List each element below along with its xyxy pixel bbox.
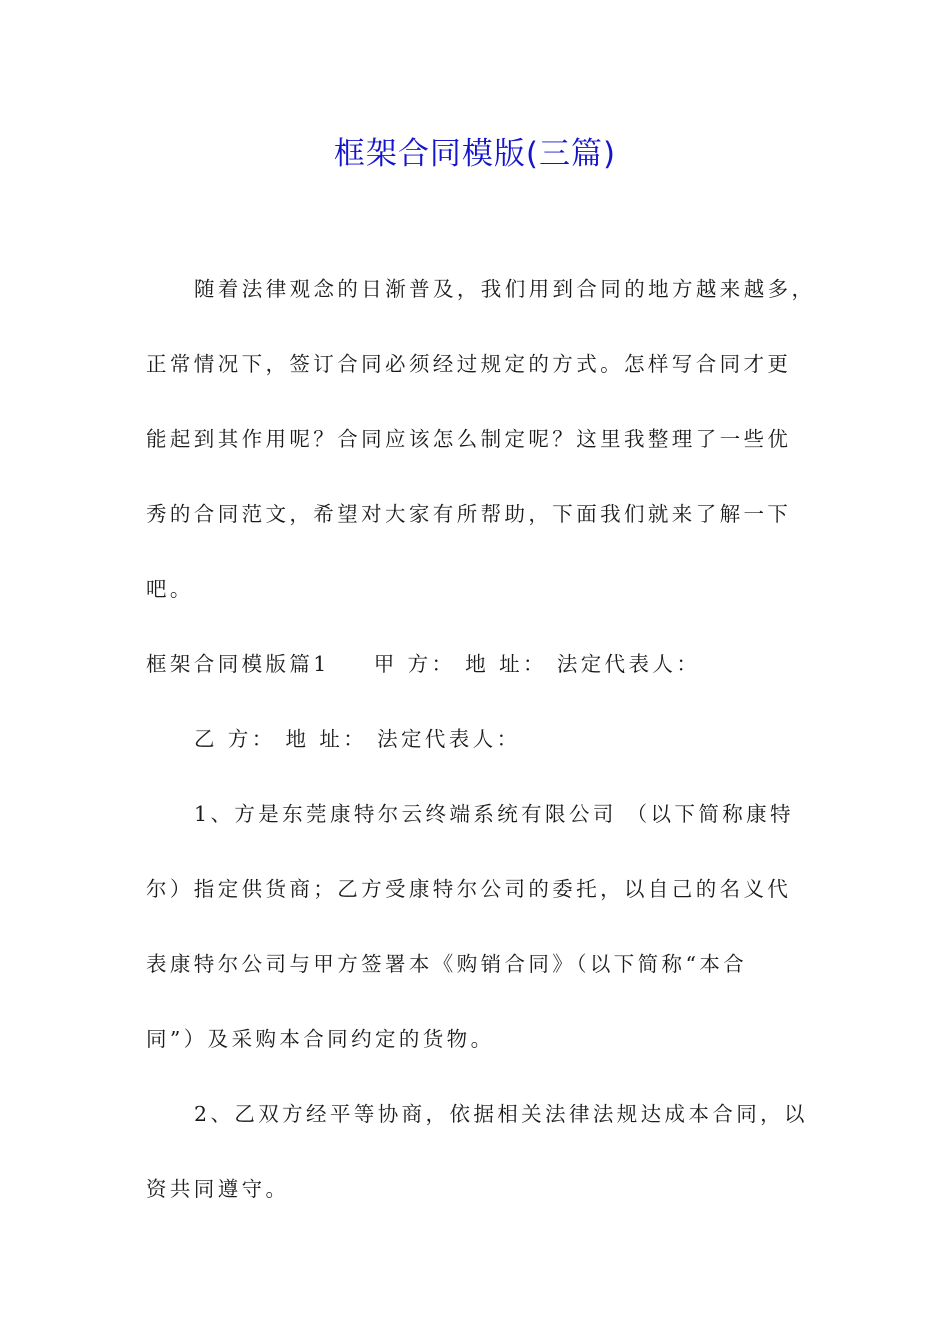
party-b-line: 乙 方： 地 址： 法定代表人： [194, 727, 521, 751]
clause-2-line-1: 2、乙双方经平等协商，依据相关法律法规达成本合同，以 [194, 1102, 808, 1126]
clause-1-line-1: 1、方是东莞康特尔云终端系统有限公司 （以下简称康特 [194, 802, 794, 826]
intro-line-5: 吧。 [146, 577, 194, 601]
section-heading: 框架合同模版篇1 [146, 652, 330, 676]
document-title: 框架合同模版(三篇) [333, 136, 617, 172]
clause-1-line-2: 尔）指定供货商；乙方受康特尔公司的委托，以自己的名义代 [146, 877, 792, 901]
intro-line-3: 能起到其作用呢？合同应该怎么制定呢？这里我整理了一些优 [146, 427, 792, 451]
intro-line-2: 正常情况下，签订合同必须经过规定的方式。怎样写合同才更 [146, 352, 792, 376]
party-a-line: 甲 方： 地 址： 法定代表人： [373, 652, 701, 676]
clause-1-line-3: 表康特尔公司与甲方签署本《购销合同》（以下简称“本合 [146, 952, 748, 976]
section-heading-row [146, 647, 700, 677]
intro-line-4: 秀的合同范文，希望对大家有所帮助，下面我们就来了解一下 [146, 502, 792, 526]
clause-1-line-4: 同”）及采购本合同约定的货物。 [146, 1027, 495, 1051]
intro-line-1: 随着法律观念的日渐普及，我们用到合同的地方越来越多， [194, 277, 816, 301]
clause-2-line-2: 资共同遵守。 [146, 1177, 290, 1201]
